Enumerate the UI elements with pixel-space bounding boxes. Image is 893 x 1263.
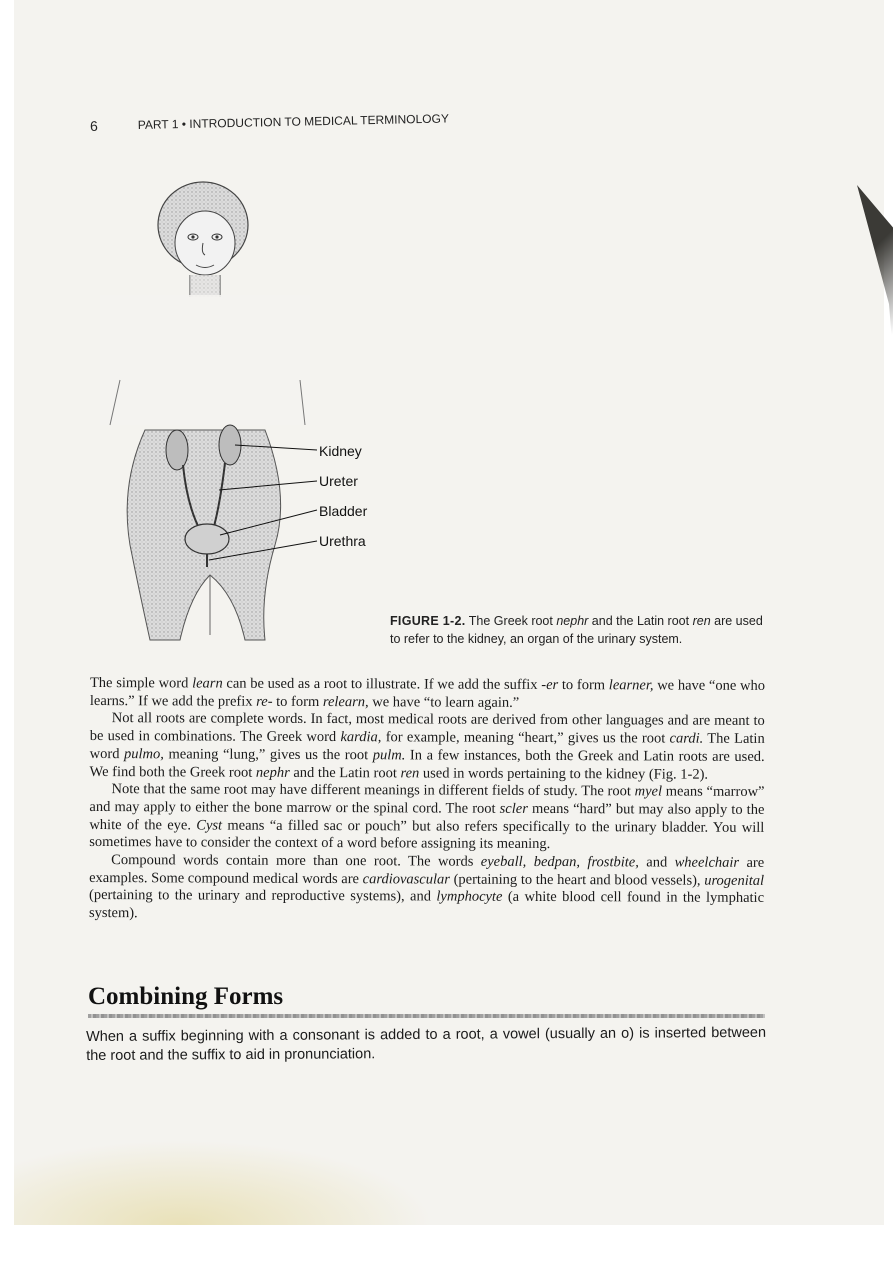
italic-term: eyeball, bedpan, frostbite, xyxy=(480,853,639,871)
italic-term: pulmo, xyxy=(124,745,164,763)
caption-text: are used to refer to the kidney, an organ of the urinary system. xyxy=(390,614,763,646)
text-run: (pertaining to the urinary and reproductive systems), and xyxy=(89,887,437,905)
body-text xyxy=(89,675,765,926)
italic-term: wheelchair xyxy=(674,854,740,871)
text-run: to form xyxy=(558,677,609,694)
italic-term: pulm. xyxy=(372,747,406,764)
section-heading: Combining Forms xyxy=(88,983,284,1010)
page-number: 6 xyxy=(89,117,98,134)
text-run: The Latin word xyxy=(89,730,765,762)
paragraph xyxy=(89,852,764,926)
text-run: Not all roots are complete words. In fact, most medical roots are derived from other languages and are meant to be used in combinations. The Greek word xyxy=(89,710,765,746)
italic-term: relearn, xyxy=(322,693,369,710)
label-urethra: Urethra xyxy=(319,533,366,549)
urinary-system-illustration xyxy=(95,175,405,645)
caption-term-ren: ren xyxy=(692,614,711,628)
head-drawing xyxy=(158,182,248,297)
text-run: are examples. Some compound medical words are xyxy=(89,854,765,887)
italic-term: learner, xyxy=(608,677,654,694)
urinary-system-figure xyxy=(95,175,405,645)
section-divider xyxy=(88,1014,765,1018)
caption-term-nephr: nephr xyxy=(556,614,589,628)
text-run: to form xyxy=(272,693,323,710)
text-run: The simple word xyxy=(89,675,193,692)
text-run: Note that the same root may have different meanings in different fields of study. The root xyxy=(111,781,635,800)
italic-term: learn xyxy=(192,675,223,692)
text-run: we have “to learn again.” xyxy=(368,693,520,711)
text-run: means “hard” but may also apply to the white of the eye. xyxy=(89,800,765,834)
text-run: (a white blood cell found in the lymphatic system). xyxy=(88,889,765,922)
italic-term: cardiovascular xyxy=(362,870,450,888)
text-run: and xyxy=(638,854,675,871)
text-run: for example, meaning “heart,” gives us the root xyxy=(381,729,670,747)
label-ureter: Ureter xyxy=(319,473,358,489)
text-run: means “a filled sac or pouch” but also refers specifically to the urinary bladder. You will sometimes have to consider the context of a word before assigning its meaning. xyxy=(89,817,765,853)
italic-term: Cyst xyxy=(196,817,223,834)
blank-area xyxy=(100,295,310,425)
italic-term: -er xyxy=(541,676,559,694)
paragraph xyxy=(90,675,765,713)
figure-caption xyxy=(390,612,770,648)
italic-term: ren xyxy=(400,764,420,781)
caption-text: The Greek root xyxy=(468,614,557,628)
italic-term: scler xyxy=(499,800,528,817)
paragraph xyxy=(90,710,765,784)
text-run: used in words pertaining to the kidney (Fig. 1-2). xyxy=(419,764,709,783)
label-kidney: Kidney xyxy=(319,443,362,459)
italic-term: urogenital xyxy=(704,872,765,889)
text-run: means “marrow” and may apply to either the bone marrow or the spinal cord. The root xyxy=(89,783,765,817)
label-bladder: Bladder xyxy=(319,503,368,519)
text-run: In a few instances, both the Greek and Latin roots are used. We find both the Greek root xyxy=(89,747,765,781)
italic-term: nephr xyxy=(255,764,290,781)
page-shadow xyxy=(14,1140,434,1225)
italic-term: kardia, xyxy=(340,729,382,746)
figure-number: FIGURE 1-2. xyxy=(390,614,466,628)
section-paragraph: When a suffix beginning with a consonant is added to a root, a vowel (usually an o) is inserted between the root and the suffix to aid in pronunciation. xyxy=(86,1024,767,1064)
text-run: Compound words contain more than one root. The words xyxy=(111,852,481,870)
italic-term: lymphocyte xyxy=(436,888,503,906)
paragraph xyxy=(89,781,764,855)
text-run: we have “one who learns.” If we add the prefix xyxy=(89,677,766,710)
running-title: PART 1 • INTRODUCTION TO MEDICAL TERMINOLOGY xyxy=(137,111,450,132)
text-run: and the Latin root xyxy=(289,764,401,781)
text-run: meaning “lung,” gives us the root xyxy=(163,746,373,764)
italic-term: cardi. xyxy=(669,730,704,747)
caption-text: and the Latin root xyxy=(588,614,693,628)
text-run: can be used as a root to illustrate. If we add the suffix xyxy=(222,675,542,693)
text-run: (pertaining to the heart and blood vessels), xyxy=(449,871,705,889)
italic-term: re- xyxy=(256,693,273,710)
italic-term: myel xyxy=(634,783,663,800)
